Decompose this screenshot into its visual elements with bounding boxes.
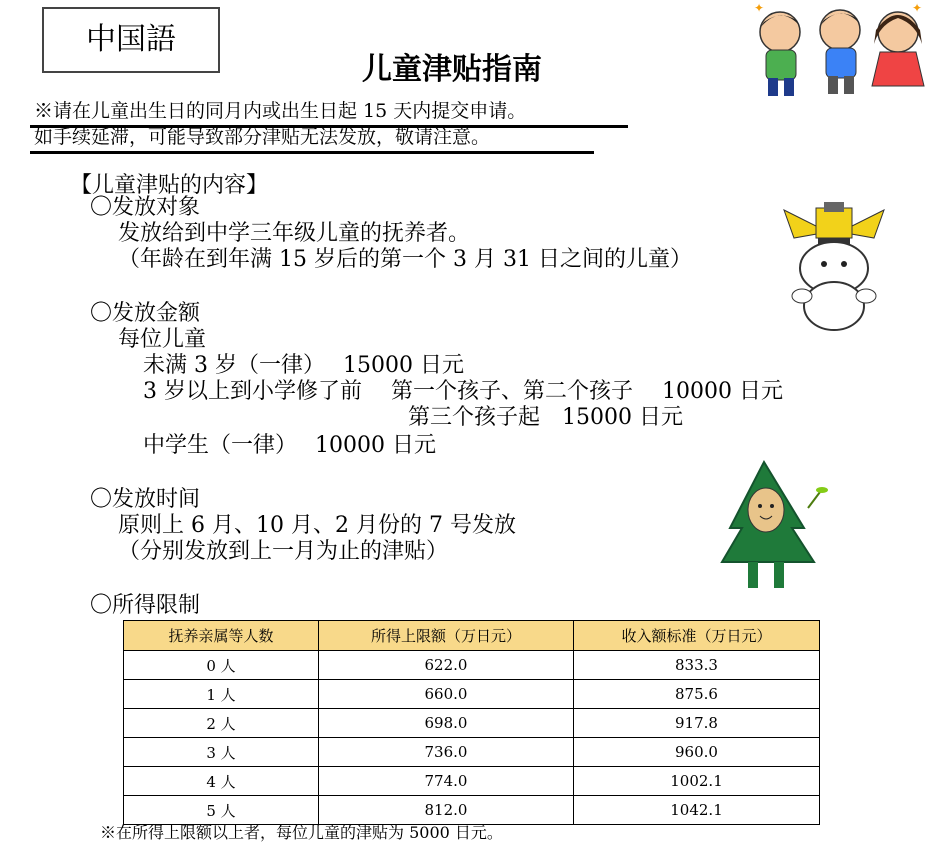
amount-heading: 〇发放金额 bbox=[90, 301, 201, 326]
language-label-box: 中国語 bbox=[42, 7, 220, 73]
dependents-cell: 0 人 bbox=[124, 651, 319, 680]
svg-text:✦: ✦ bbox=[912, 1, 923, 15]
income-limit-cell: 698.0 bbox=[319, 709, 574, 738]
notice-line-1: ※请在儿童出生日的同月内或出生日起 15 天内提交申请。 bbox=[34, 100, 527, 122]
tree-mascot-illustration bbox=[712, 458, 830, 592]
revenue-standard-cell: 917.8 bbox=[574, 709, 820, 738]
revenue-standard-cell: 1042.1 bbox=[574, 796, 820, 825]
amount-third-child: 第三个孩子起 15000 日元 bbox=[408, 405, 683, 430]
eligibility-heading: 〇发放对象 bbox=[90, 195, 201, 220]
dependents-cell: 2 人 bbox=[124, 709, 319, 738]
table-header-row bbox=[124, 621, 820, 651]
eligibility-line-2: （年龄在到年满 15 岁后的第一个 3 月 31 日之间的儿童） bbox=[118, 247, 692, 272]
samurai-mascot-illustration bbox=[778, 198, 890, 338]
revenue-standard-cell: 960.0 bbox=[574, 738, 820, 767]
timing-line-1: 原则上 6 月、10 月、2 月份的 7 号发放 bbox=[118, 513, 516, 538]
amount-age3-primary: 3 岁以上到小学修了前 第一个孩子、第二个孩子 10000 日元 bbox=[143, 379, 783, 404]
content-section-header: 【儿童津贴的内容】 bbox=[70, 173, 269, 198]
amount-per-child: 每位儿童 bbox=[118, 327, 207, 352]
dependents-cell: 3 人 bbox=[124, 738, 319, 767]
table-row bbox=[124, 738, 820, 767]
table-row bbox=[124, 767, 820, 796]
income-limit-heading: 〇所得限制 bbox=[90, 593, 201, 618]
table-row bbox=[124, 680, 820, 709]
dependents-cell: 1 人 bbox=[124, 680, 319, 709]
income-limit-cell: 774.0 bbox=[319, 767, 574, 796]
notice-line-2: 如手续延滞，可能导致部分津贴无法发放，敬请注意。 bbox=[34, 126, 491, 148]
amount-middle-school: 中学生（一律） 10000 日元 bbox=[143, 433, 436, 458]
dependents-cell: 4 人 bbox=[124, 767, 319, 796]
income-limit-cell: 660.0 bbox=[319, 680, 574, 709]
eligibility-line-1: 发放给到中学三年级儿童的抚养者。 bbox=[118, 221, 471, 246]
income-limit-footnote: ※在所得上限额以上者，每位儿童的津贴为 5000 日元。 bbox=[100, 823, 503, 842]
notice-underline-2 bbox=[30, 151, 594, 154]
table-row bbox=[124, 651, 820, 680]
table-row bbox=[124, 709, 820, 738]
amount-under-3: 未满 3 岁（一律） 15000 日元 bbox=[143, 353, 464, 378]
income-limit-cell: 622.0 bbox=[319, 651, 574, 680]
dependents-cell: 5 人 bbox=[124, 796, 319, 825]
income-limit-cell: 812.0 bbox=[319, 796, 574, 825]
svg-text:✦: ✦ bbox=[754, 1, 765, 15]
children-running-illustration bbox=[752, 0, 932, 100]
timing-heading: 〇发放时间 bbox=[90, 487, 201, 512]
page-title: 儿童津贴指南 bbox=[362, 52, 542, 87]
revenue-standard-cell: 833.3 bbox=[574, 651, 820, 680]
column-header-dependents: 抚养亲属等人数 bbox=[124, 621, 319, 651]
income-limit-cell: 736.0 bbox=[319, 738, 574, 767]
column-header-revenue-standard: 收入额标准（万日元） bbox=[574, 621, 820, 651]
column-header-income-limit: 所得上限额（万日元） bbox=[319, 621, 574, 651]
revenue-standard-cell: 875.6 bbox=[574, 680, 820, 709]
timing-line-2: （分别发放到上一月为止的津贴） bbox=[118, 539, 449, 564]
income-limit-table bbox=[123, 620, 820, 825]
revenue-standard-cell: 1002.1 bbox=[574, 767, 820, 796]
